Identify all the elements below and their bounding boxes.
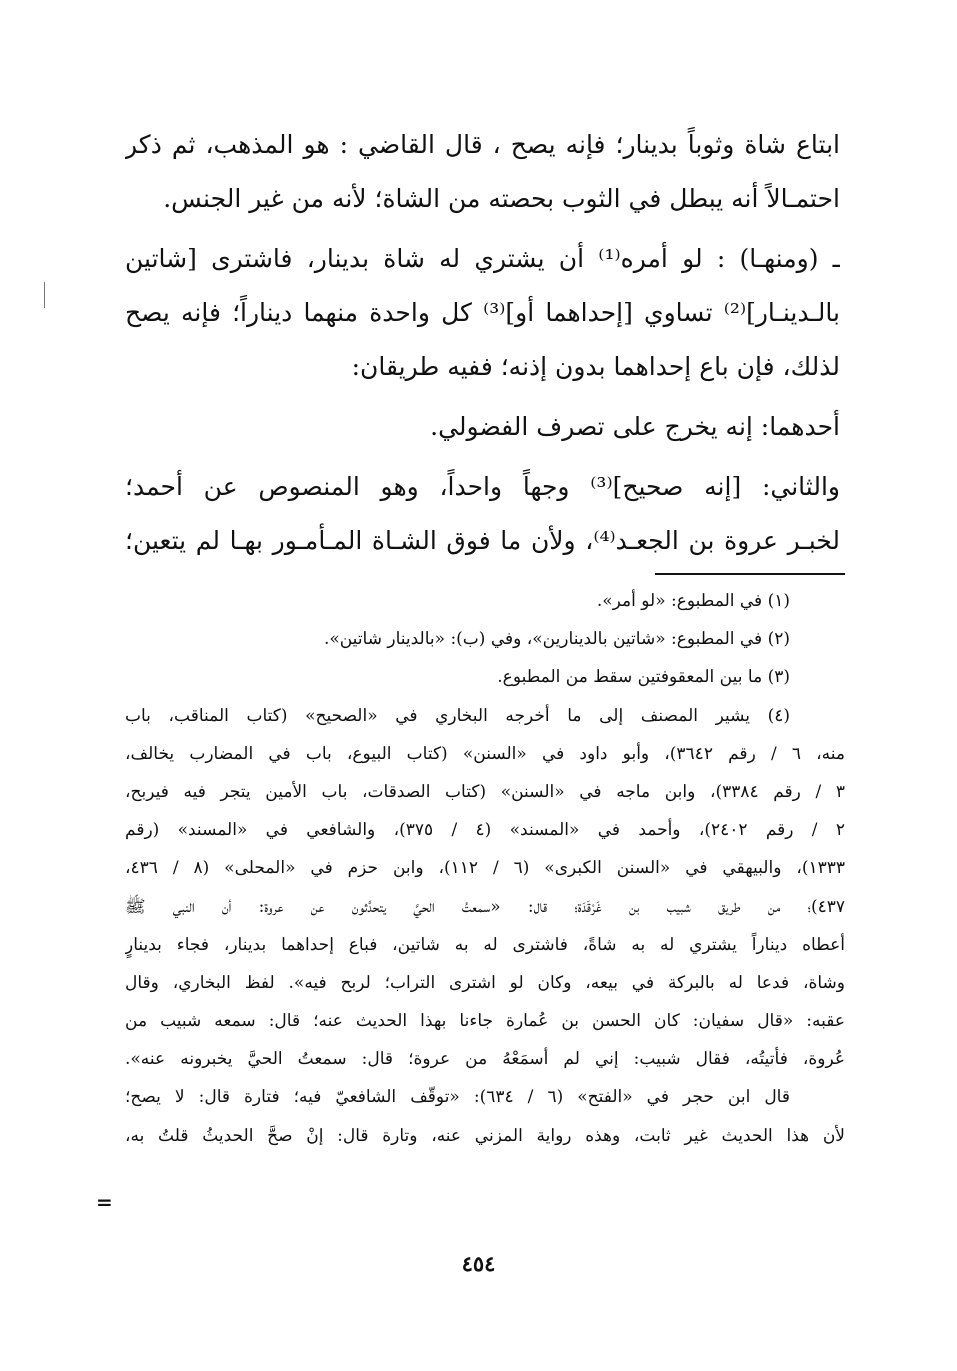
- footnote-line: ٣ / رقم ٣٣٨٤)، وابن ماجه في «السنن» (كتاب الصدقات، باب الأمين يتجر فيه فيربح،: [125, 781, 845, 802]
- continuation-mark: =: [96, 1190, 113, 1214]
- footnote-line: عقبه: «قال سفيان: كان الحسن بن عُمارة جاءنا بهذا الحديث عنه؛ قال: سمعه شبيب من: [125, 1011, 845, 1032]
- page-number: ٤٥٤: [461, 1251, 496, 1276]
- paragraph: [125, 460, 840, 568]
- main-text: [125, 118, 840, 568]
- footnote-separator: [655, 573, 845, 575]
- footnote-line: عُروة، فأتيتُه، فقال شبيب: إني لم أسمَعْهُ من عروة؛ قال: سمعتُ الحيَّ يخبرونه عنه».: [125, 1049, 845, 1070]
- footnote-line: وشاة، فدعا له بالبركة في بيعه، وكان لو اشترى التراب؛ لربح فيه». لفظ البخاري، وقال: [125, 972, 845, 993]
- footnote-line: منه، ٦ / رقم ٣٦٤٢)، وأبو داود في «السنن» (كتاب البيوع، باب في المضارب يخالف،: [125, 743, 845, 764]
- margin-scan-mark: [44, 282, 45, 308]
- text-line: لذلك، فإن باع إحداهما بدون إذنه؛ ففيه طريقان:: [351, 352, 840, 381]
- paragraph: [125, 400, 840, 454]
- footnote-line: (٣) ما بين المعقوفتين سقط من المطبوع.: [497, 667, 790, 688]
- footnote-line: ٢ / رقم ٢٤٠٢)، وأحمد في «المسند» (٤ / ٣٧٥)، والشافعي في «المسند» (رقم: [125, 820, 845, 841]
- text-line: ـ (ومنهـا) : لو أمره⁽¹⁾ أن يشتري له شاة بدينار، فاشترى [شاتين: [125, 244, 840, 273]
- footnote-line: (١) في المطبوع: «لو أمر».: [596, 591, 790, 611]
- text-line: والثاني: [إنه صحيح]⁽³⁾ وجهاً واحداً، وهو المنصوص عن أحمد؛: [125, 472, 840, 501]
- text-line: احتمـالاً أنه يبطل في الثوب بحصته من الشاة؛ لأنه من غير الجنس.: [163, 184, 840, 213]
- footnote-line: أعطاه ديناراً يشتري له به شاةً، فاشترى له به شاتين، فباع إحداهما بدينار، فجاء بدينارٍ: [125, 934, 845, 955]
- footnote-line: (٢) في المطبوع: «شاتين بالدينارين»، وفي (ب): «بالدينار شاتين».: [323, 629, 790, 650]
- text-line: أحدهما: إنه يخرج على تصرف الفضولي.: [430, 412, 840, 441]
- text-line: ابتاع شاة وثوباً بدينار؛ فإنه يصح ، قال القاضي : هو المذهب، ثم ذكر: [125, 130, 840, 159]
- footnote-line: (٤) يشير المصنف إلى ما أخرجه البخاري في «الصحيح» (كتاب المناقب، باب: [125, 705, 790, 726]
- footnote-line: ٤٣٧)؛ من طريق شبيب بن غَرْقَدَة؛ قال: «سمعتُ الحيَّ يتحدَّثون عن عروة: أن النبي ﷺ: [125, 896, 845, 917]
- footnote-line: ١٣٣٣)، والبيهقي في «السنن الكبرى» (٦ / ١١٢)، وابن حزم في «المحلى» (٨ / ٤٣٦،: [125, 858, 845, 879]
- paragraph: [125, 118, 840, 226]
- text-line: بالـدينـار]⁽²⁾ تساوي [إحداهما أو]⁽³⁾ كل واحدة منهما ديناراً؛ فإنه يصح: [125, 298, 840, 327]
- paragraph: [125, 232, 840, 394]
- footnotes: [125, 582, 845, 1155]
- footnote-line: قال ابن حجر في «الفتح» (٦ / ٦٣٤): «توقّف الشافعيّ فيه؛ فتارة قال: لا يصح؛: [125, 1087, 790, 1108]
- text-line: لخبـر عروة بن الجعـد⁽⁴⁾، ولأن ما فوق الشـاة المـأمـور بهـا لم يتعين؛: [125, 526, 840, 555]
- footnote-line: لأن هذا الحديث غير ثابت، وهذه رواية المزني عنه، وتارة قال: إنْ صحَّ الحديثُ قلتُ به،: [125, 1125, 845, 1146]
